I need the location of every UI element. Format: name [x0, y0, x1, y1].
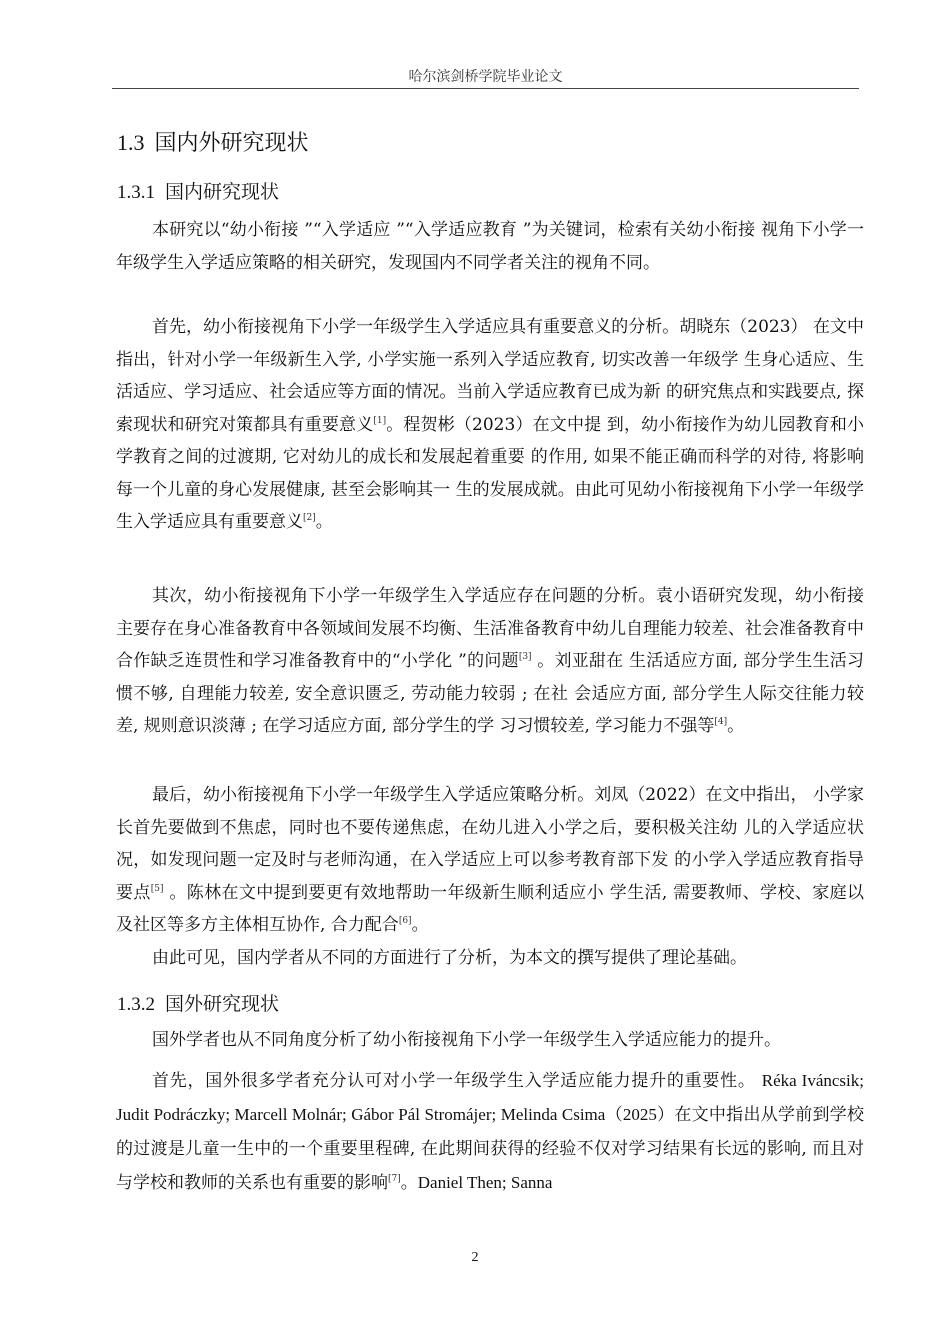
- paragraph-text: 。陈林在文中提到要更有效地帮助一年级新生顺利适应小 学生活, 需要教师、学校、家庭以及社区等多方主体相互协作, 合力配合: [116, 882, 864, 935]
- paragraph-foreign-importance: [116, 1064, 864, 1200]
- section-heading: [117, 126, 309, 157]
- paragraph-foreign-intro: 国外学者也从不同角度分析了幼小衔接视角下小学一年级学生入学适应能力的提升。: [152, 1030, 781, 1050]
- paragraph-text: 首先，国外很多学者充分认可对小学一年级学生入学适应能力提升的重要性。: [152, 1071, 762, 1091]
- paragraph-problems: [116, 580, 864, 743]
- header-rule: [112, 88, 859, 89]
- citation-ref[interactable]: [6]: [398, 916, 412, 926]
- citation-ref[interactable]: [2]: [303, 513, 316, 523]
- author-list: Daniel Then; Sanna: [417, 1173, 553, 1192]
- paragraph-text: 。刘亚甜在 生活适应方面, 部分学生生活习惯不够, 自理能力较差, 安全意识匮乏, 劳动能力较弱 ; 在社 会适应方面, 部分学生人际交往能力较差, 规则意识淡薄 ; 在学习适应方面, 部分学生的学 习习惯较差, 学习能力不强等: [116, 651, 864, 736]
- paragraph-text: 其次，幼小衔接视角下小学一年级学生入学适应存在问题的分析。袁小语研究发现，幼小衔接主要存在身心准备教育中各领域间发展不均衡、生活准备教育中幼儿自理能力较差、社会准备教育中合作缺乏连贯性和学习准备教育中的“小学化 ”的问题: [116, 586, 864, 671]
- section-title: 国内外研究现状: [154, 131, 309, 156]
- page-number: 2: [471, 1250, 479, 1265]
- paragraph-text: 。: [400, 1173, 418, 1193]
- subsection-title: 国内研究现状: [165, 181, 280, 203]
- citation-ref[interactable]: [3]: [518, 652, 532, 662]
- citation-ref[interactable]: [5]: [150, 883, 164, 894]
- subsection-number: 1.3.2: [117, 994, 155, 1015]
- subsection-heading-domestic: [117, 177, 279, 204]
- paragraph-intro: 本研究以“幼小衔接 ”“入学适应 ”“入学适应教育 ”为关键词，检索有关幼小衔接 视角下小学一年级学生入学适应策略的相关研究，发现国内不同学者关注的视角不同。: [116, 220, 864, 273]
- paragraph-text: 在文中指出从学前到学校的过渡是儿童一生中的一个重要里程碑, 在此期间获得的经验不仅对学习结果有长远的影响, 而且对与学校和教师的关系也有重要的影响: [116, 1105, 865, 1193]
- citation-ref[interactable]: [1]: [373, 415, 387, 426]
- paragraph-strategies: [116, 779, 864, 942]
- paragraph-text: 。程贺彬（2023）在文中提 到，幼小衔接作为幼儿园教育和小学教育之间的过渡期, 它对幼儿的成长和发展起着重要 的作用, 如果不能正确而科学的对待, 将影响每一个儿童的身心发展健康, 甚至会影响其一 生的发展成就。由此可见幼小衔接视角下小学一年级学生入学适应具有重要意义: [116, 414, 865, 532]
- paragraph-text: 。: [411, 915, 429, 935]
- section-number: 1.3: [117, 130, 145, 155]
- subsection-number: 1.3.1: [117, 182, 155, 203]
- subsection-title: 国外研究现状: [165, 993, 280, 1015]
- paragraph-significance: [116, 311, 864, 539]
- subsection-heading-foreign: [117, 989, 279, 1016]
- paragraph-text: 最后，幼小衔接视角下小学一年级学生入学适应策略分析。刘凤（2022）在文中指出， 小学家长首先要做到不焦虑，同时也不要传递焦虑，在幼儿进入小学之后，要积极关注幼 儿的入学适应状况，如发现问题一定及时与老师沟通，在入学适应上可以参考教育部下发 的小学入学适应教育指导要点: [116, 785, 864, 903]
- running-header: 哈尔滨剑桥学院毕业论文: [408, 69, 563, 85]
- citation-ref[interactable]: [7]: [388, 1174, 401, 1184]
- author-list: Réka Iváncsik; Judit Podráczky; Marcell Molnár; Gábor Pál Stromájer; Melinda Csima（2025）: [116, 1071, 864, 1124]
- paragraph-text: 。: [315, 512, 333, 532]
- paragraph-summary: 由此可见，国内学者从不同的方面进行了分析，为本文的撰写提供了理论基础。: [152, 948, 747, 968]
- paragraph-text: 。: [727, 716, 745, 736]
- paragraph-text: 首先，幼小衔接视角下小学一年级学生入学适应具有重要意义的分析。胡晓东（2023） 在文中指出，针对小学一年级新生入学, 小学实施一系列入学适应教育, 切实改善一年级学 生身心适应、生活适应、学习适应、社会适应等方面的情况。当前入学适应教育已成为新 的研究焦点和实践要点, 探索现状和研究对策都具有重要意义: [116, 317, 864, 435]
- citation-ref[interactable]: [4]: [714, 717, 728, 727]
